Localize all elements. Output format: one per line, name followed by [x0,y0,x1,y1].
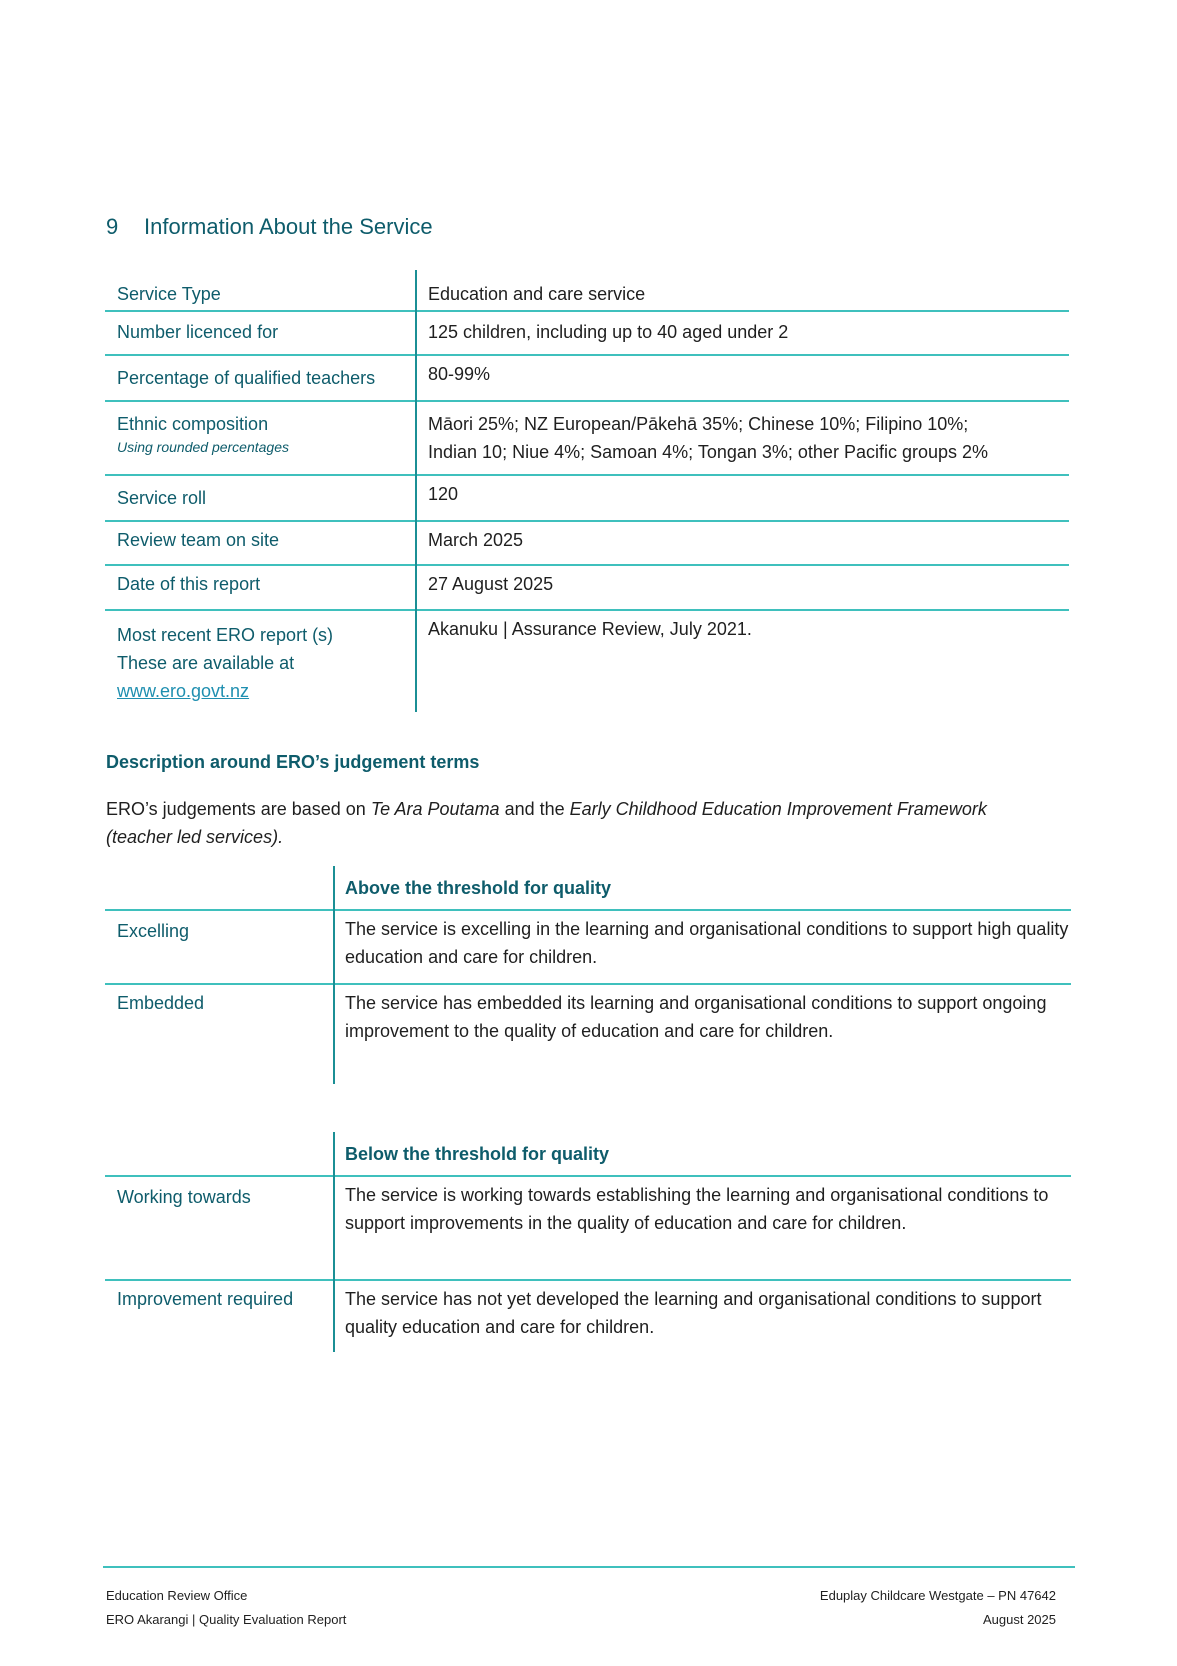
table-row [105,270,1069,311]
intro-emphasis: Te Ara Poutama [370,799,500,819]
above-threshold-table [105,866,1071,1084]
row-value: Education and care service [416,270,1069,311]
row-value-cell [416,401,1069,475]
table-row [105,565,1069,610]
footer-org: Education Review Office [106,1588,248,1603]
row-label: Service Type [117,284,221,304]
table-row [105,1176,1071,1280]
footer-report-type: ERO Akarangi | Quality Evaluation Report [106,1612,347,1627]
section-heading [106,214,433,240]
term-description: The service has embedded its learning and organisational conditions to support ongoing improvement to the quality of education and care for children. [334,984,1071,1084]
row-label-cell [105,401,416,475]
row-value-line: Indian 10; Niue 4%; Samoan 4%; Tongan 3%; other Pacific groups 2% [428,442,989,462]
row-label: Number licenced for [105,311,416,355]
term-label: Working towards [105,1176,334,1280]
footer-right [820,1584,1056,1632]
section-number: 9 [106,214,119,239]
table-row [105,610,1069,712]
term-label: Improvement required [105,1280,334,1352]
term-description: The service is excelling in the learning and organisational conditions to support high quality education and care for children. [334,910,1071,984]
row-value: 80-99% [416,355,1069,401]
header-blank [105,1132,334,1176]
table-row [105,355,1069,401]
table-row [105,401,1069,475]
table-row [105,475,1069,521]
intro-text: ERO’s judgements are based on [106,799,371,819]
row-value: March 2025 [416,521,1069,565]
row-label: Review team on site [105,521,416,565]
row-sublabel: Using rounded percentages [117,439,290,455]
row-label-cell [105,610,416,712]
intro-text: and the [499,799,570,819]
row-label: Most recent ERO report (s) [117,625,334,645]
row-value-line: Māori 25%; NZ European/Pākehā 35%; Chinese 10%; Filipino 10%; [428,414,969,434]
row-label: Service roll [105,475,416,521]
footer-service-name: Eduplay Childcare Westgate – PN 47642 [819,1588,1056,1603]
section-title: Information About the Service [144,214,433,239]
term-description: The service has not yet developed the learning and organisational conditions to support quality education and care for children. [334,1280,1071,1352]
footer-left [106,1584,346,1632]
table-header: Above the threshold for quality [334,866,1071,910]
table-header: Below the threshold for quality [334,1132,1071,1176]
term-label: Embedded [105,984,334,1084]
row-value: 125 children, including up to 40 aged under 2 [416,311,1069,355]
table-row [105,521,1069,565]
row-value: 27 August 2025 [416,565,1069,610]
term-label: Excelling [105,910,334,984]
row-value: 120 [416,475,1069,521]
judgement-intro [106,795,1006,851]
ero-website-link[interactable]: www.ero.govt.nz [117,681,250,701]
table-row [105,866,1071,910]
table-row [105,1132,1071,1176]
service-info-table [105,270,1069,712]
below-threshold-table [105,1132,1071,1352]
row-value: Akanuku | Assurance Review, July 2021. [416,610,1069,712]
judgement-heading: Description around ERO’s judgement terms [106,752,480,772]
row-label: Ethnic composition [117,414,269,434]
table-row [105,1280,1071,1352]
intro-emphasis: Early Childhood Education Improvement Framework (teacher led services). [106,799,987,847]
header-blank [105,866,334,910]
footer-divider [103,1566,1075,1568]
row-label: Date of this report [105,565,416,610]
row-label: Percentage of qualified teachers [105,355,416,401]
table-row [105,311,1069,355]
row-label-line: These are available at [117,653,295,673]
table-row [105,984,1071,1084]
footer-date: August 2025 [982,1612,1056,1627]
table-row [105,910,1071,984]
term-description: The service is working towards establishing the learning and organisational conditions to support improvements in the quality of education and care for children. [334,1176,1071,1280]
